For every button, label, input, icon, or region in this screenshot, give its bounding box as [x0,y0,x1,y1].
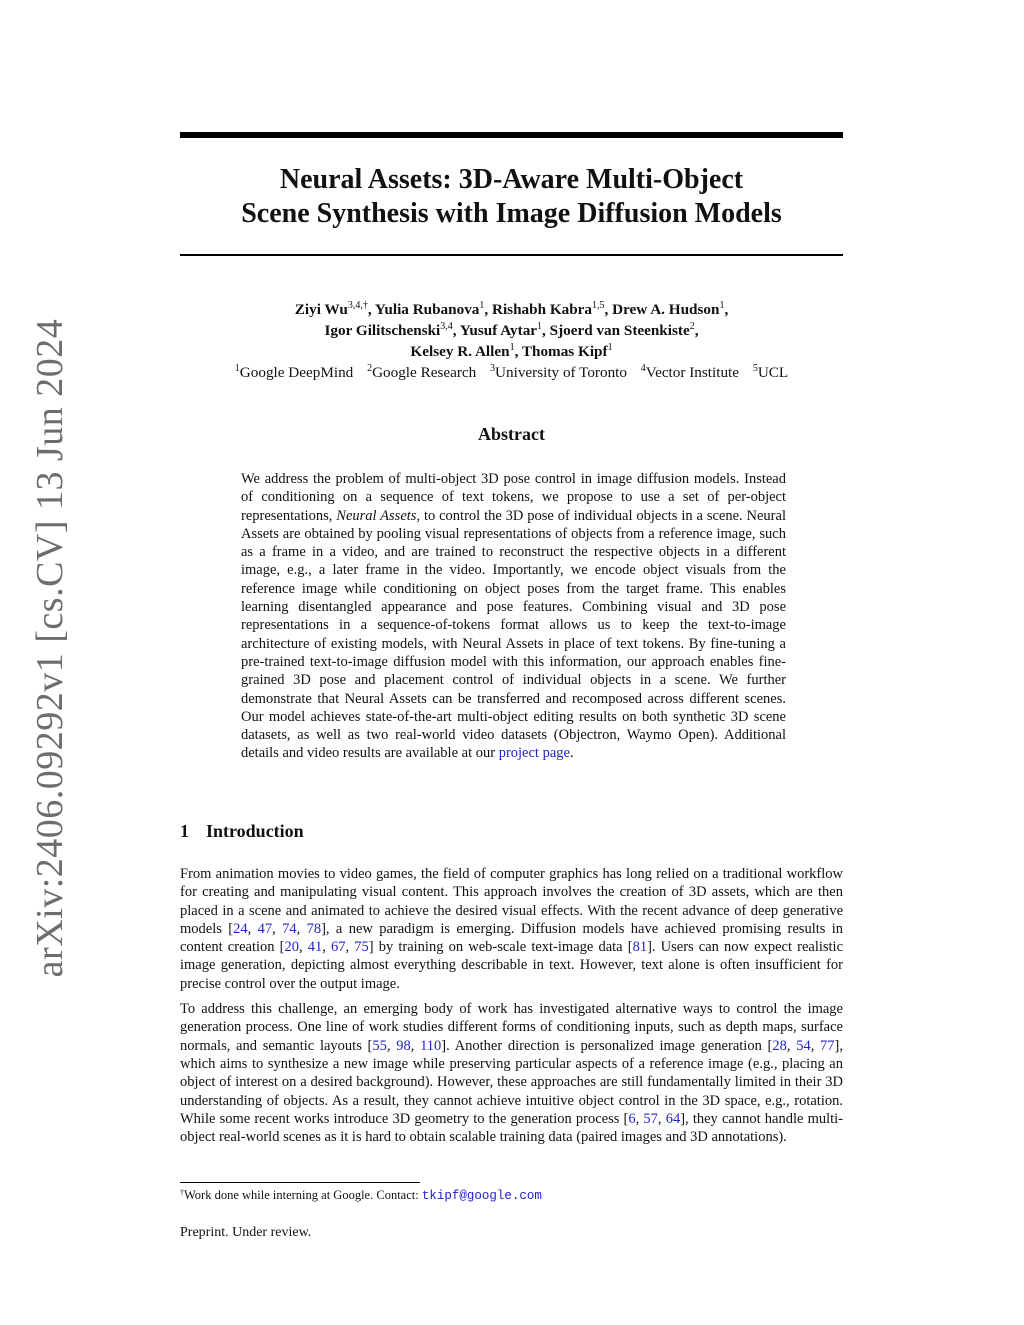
author-name: Ziyi Wu [294,301,348,318]
author-affiliation-mark: 1 [607,342,613,353]
affiliation-name: Google Research [372,364,477,381]
affiliation-name: UCL [757,364,789,381]
footnote-text: Work done while interning at Google. Contact: [184,1188,422,1202]
arxiv-identifier: arXiv:2406.09292v1 [cs.CV] 13 Jun 2024 [29,318,71,978]
author-line-3: Kelsey R. Allen$^1$, Thomas Kipf$^1$ [410,342,613,360]
author-affiliation-mark: 1 [719,300,725,311]
author-name: Rishabh Kabra [491,301,593,318]
author-line-1: Ziyi $Wu^{3,4,\dagger}$, Yulia Rubanova$^1$, Rishabh Kabra$^{1,5}$, Drew A. Hudson$^1$, [294,300,729,318]
title-line-1: Neural Assets: 3D-Aware Multi-Object [279,164,744,195]
author-affiliation-mark: 2 [689,321,695,332]
paragraph-text: ]. Users can now expect realistic image generation, depicting almost everything describable in text. However, text alone is often insufficient for precise control over the output image. [180,939,844,992]
citation-link[interactable]: 81 [632,939,648,956]
citation-link[interactable]: 55 [372,1037,387,1054]
footnote-rule [180,1182,420,1183]
footnote-mark: † [180,1188,184,1197]
section-heading [180,821,304,842]
citation-link[interactable]: 47 [257,920,273,937]
citation-link[interactable]: 110 [420,1037,442,1054]
abstract-heading: Abstract [478,424,545,444]
author-name: Igor Gilitschenski [324,322,441,339]
author-name: Sjoerd van Steenkiste [549,322,690,339]
title-top-rule [180,132,843,138]
affiliation-name: University of Toronto [495,364,627,381]
citation-link[interactable]: 67 [331,939,346,956]
citation-link[interactable]: 20 [284,939,299,956]
abstract-body [241,470,786,763]
paragraph-text: ], they cannot handle multi-object real-world scenes as it is hard to obtain scalable training data (paired images and 3D annotations). [180,1110,844,1146]
paragraph-text: From animation movies to video games, the field of computer graphics has long relied on a traditional workflow for creating and manipulating visual content. This approach involves the creation of 3D assets, which are then placed in a scene and animated to achieve the desired visual effects. With the recent advance of deep generative models [ [180,866,843,937]
paragraph: To address this challenge, an emerging body of work has investigated alternative ways to control the image generation process. One line of work studies different forms of conditioning inputs, such as depth maps, surface normals, and semantic layouts [55, 98, 110]. Another direction is personalized image generation [28, 54, 77], which aims to synthesize a new image while preserving particular aspects of a reference image (e.g., placing an object of interest on a desired background). However, these approaches are still fundamentally limited in their 3D understanding of objects. As a result, they cannot achieve intuitive object control in the 3D space, e.g., rotation. While some recent works introduce 3D geometry to the generation process [6, 57, 64], they cannot handle multi-object real-world scenes as it is hard to obtain scalable training data (paired images and 3D annotations). [180,1001,844,1146]
author-affiliation-mark: 1 [509,342,515,353]
footnote [180,1187,542,1205]
citation-link[interactable]: 24 [233,920,248,937]
affiliation-list [180,363,843,384]
affiliation-name: Vector Institute [645,364,740,381]
author-affiliation-mark: 3,4,† [347,300,368,311]
abstract-text: We address the problem of multi-object 3D pose control in image diffusion models. Instead of conditioning on a sequence of text tokens, we propose to use a set of per-object representations, [241,471,786,524]
citation-link[interactable]: 98 [396,1037,411,1054]
affiliation [641,364,739,381]
author-affiliation-mark: 1 [479,300,485,311]
affiliation [367,364,476,381]
paragraph-text: ], which aims to synthesize a new image while preserving particular aspects of a reference image (e.g., placing an object of interest on a desired background). However, these approaches are still fundamentally limited in their 3D understanding of objects. As a result, they cannot achieve intuitive object control in the 3D space, e.g., rotation. While some recent works introduce 3D geometry to the generation process [ [180,1037,844,1127]
author-name: Yulia Rubanova [374,301,480,318]
paragraph-text: ]. Another direction is personalized image generation [ [441,1037,773,1054]
citation-link[interactable]: 28 [772,1037,787,1054]
citation-link[interactable]: 75 [354,939,369,956]
introduction-body [180,865,843,1153]
paragraph: From animation movies to video games, the field of computer graphics has long relied on a traditional workflow for creating and manipulating visual content. This approach involves the creation of 3D assets, which are then placed in a scene and animated to achieve the desired visual effects. With the recent advance of deep generative models [24, 47, 74, 78], a new paradigm is emerging. Diffusion models have achieved promising results in content creation [20, 41, 67, 75] by training on web-scale text-image data [81]. Users can now expect realistic image generation, depicting almost everything describable in text. However, text alone is often insufficient for precise control over the output image. [180,866,844,992]
citation-link[interactable]: 64 [665,1110,681,1127]
author-affiliation-mark: 3,4 [440,321,453,332]
preprint-notice: Preprint. Under review. [180,1225,312,1240]
affiliation-number: 1 [234,363,240,374]
author-name: Yusuf Aytar [459,322,538,339]
title-bottom-rule [180,254,843,256]
paper-title [180,163,843,231]
paragraph-text: ], a new paradigm is emerging. Diffusion models have achieved promising results in content creation [ [180,920,844,956]
author-name: Drew A. Hudson [612,301,720,318]
contact-email-link[interactable]: tkipf@google.com [421,1189,542,1203]
affiliation [235,364,353,381]
section-title: Introduction [206,821,304,841]
citation-link[interactable]: 54 [796,1037,811,1054]
title-line-2: Scene Synthesis with Image Diffusion Models [241,198,782,229]
author-affiliation-mark: 1,5 [592,300,605,311]
author-name: Kelsey R. Allen [410,343,510,360]
citation-link[interactable]: 77 [820,1037,835,1054]
section-number: 1 [180,821,189,841]
abstract-text: , to control the 3D pose of individual objects in a scene. Neural Assets are obtained by pooling visual representations of objects from a reference image, such as a frame in a video, and are trained to reconstruct the respective objects in a different image, e.g., a later frame in the video. Importantly, we encode object visuals from the reference image while conditioning on object poses from the target frame. This enables learning disentangled appearance and pose features. Combining visual and 3D pose representations in a sequence-of-tokens format allows us to keep the text-to-image architecture of existing models, with Neural Assets in place of text tokens. By fine-tuning a pre-trained text-to-image diffusion model with this information, our approach enables fine-grained 3D pose and placement control of individual objects in a scene. We further demonstrate that Neural Assets can be transferred and recomposed across different scenes. Our model achieves state-of-the-art multi-object editing results on both synthetic 3D scene datasets, as well as two real-world video datasets (Objectron, Waymo Open). Additional details and video results are available at our [241,507,786,762]
affiliation-number: 4 [640,363,646,374]
paragraph-text: ] by training on web-scale text-image data [ [368,939,633,956]
author-name: Thomas Kipf [521,343,608,360]
author-affiliation-mark: 1 [537,321,543,332]
citation-link[interactable]: 74 [282,920,297,937]
project-page-link[interactable]: project page [498,745,570,762]
abstract-end: . [569,745,574,762]
affiliation-number: 2 [367,363,373,374]
author-line-2: Igor Gilitschenski$^{3,4}$, Yusuf Aytar$^1$, Sjoerd van Steenkiste$^2$, [324,321,699,339]
citation-link[interactable]: 6 [628,1110,636,1127]
affiliation-number: 3 [490,363,496,374]
paragraph-text: To address this challenge, an emerging body of work has investigated alternative ways to control the image generation process. One line of work studies different forms of conditioning inputs, such as depth maps, surface normals, and semantic layouts [ [180,1001,843,1054]
affiliation-name: Google DeepMind [239,364,354,381]
affiliation [490,364,627,381]
citation-link[interactable]: 41 [307,939,323,956]
author-block [180,300,843,384]
citation-link[interactable]: 78 [306,920,322,937]
citation-link[interactable]: 57 [643,1110,658,1127]
affiliation-number: 5 [752,363,758,374]
affiliation [753,364,788,381]
abstract-emphasis: Neural Assets [336,507,417,524]
